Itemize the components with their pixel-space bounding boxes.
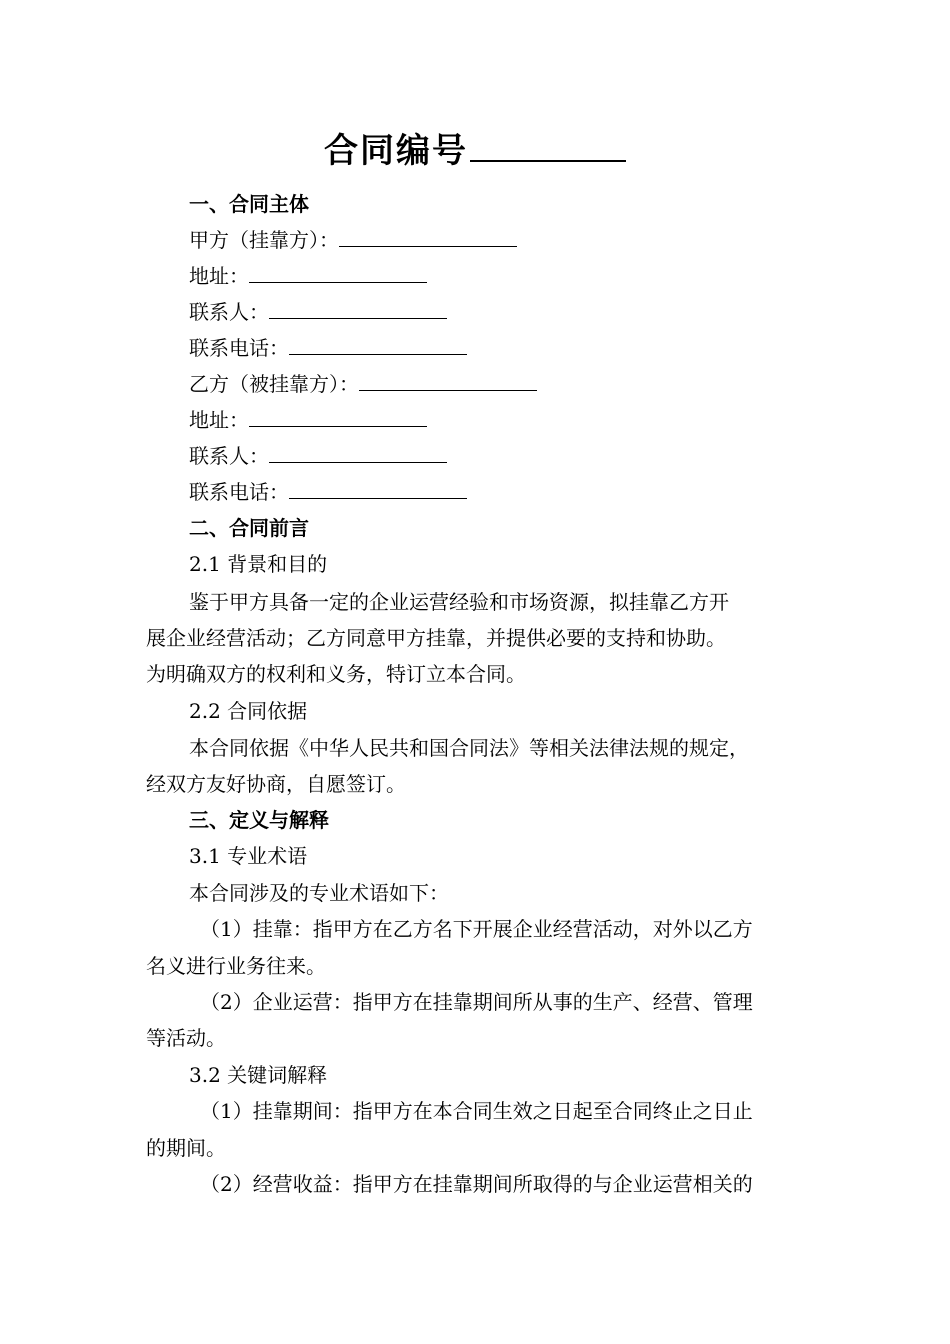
party-a-row: [189, 222, 830, 258]
party-a-label: 甲方（挂靠方）：: [189, 228, 339, 252]
phone-b-row: [189, 474, 830, 510]
phone-a-label: 联系电话：: [189, 336, 289, 360]
paragraph-line: 本合同涉及的专业术语如下：: [189, 881, 449, 905]
section-3-heading: 三、定义与解释: [189, 808, 329, 832]
list-item-line: （2）经营收益：指甲方在挂靠期间所取得的与企业运营相关的: [200, 1172, 753, 1196]
address-a-blank[interactable]: [249, 262, 427, 283]
contact-b-row: [189, 438, 830, 474]
address-a-row: [189, 258, 830, 294]
party-b-label: 乙方（被挂靠方）：: [189, 372, 359, 396]
address-b-row: [189, 402, 830, 438]
list-item-line: （2）企业运营：指甲方在挂靠期间所从事的生产、经营、管理: [200, 990, 753, 1014]
party-b-row: [189, 366, 830, 402]
address-b-label: 地址：: [189, 408, 249, 432]
subsection-2-2: 2.2 合同依据: [189, 699, 308, 723]
list-item-line: 等活动。: [146, 1026, 226, 1050]
contract-number-title: [0, 126, 950, 174]
phone-a-blank[interactable]: [289, 334, 467, 355]
subsection-2-1: 2.1 背景和目的: [189, 552, 328, 576]
address-a-label: 地址：: [189, 264, 249, 288]
subsection-3-1: 3.1 专业术语: [189, 844, 308, 868]
contact-a-blank[interactable]: [269, 298, 447, 319]
contact-b-label: 联系人：: [189, 444, 269, 468]
contact-a-row: [189, 294, 830, 330]
list-item-line: （1）挂靠期间：指甲方在本合同生效之日起至合同终止之日止: [200, 1099, 753, 1123]
paragraph-line: 为明确双方的权利和义务，特订立本合同。: [146, 662, 526, 686]
paragraph-line: 本合同依据《中华人民共和国合同法》等相关法律法规的规定，: [189, 736, 749, 760]
subsection-3-2: 3.2 关键词解释: [189, 1063, 328, 1087]
list-item-line: （1）挂靠：指甲方在乙方名下开展企业经营活动，对外以乙方: [200, 917, 753, 941]
contract-number-blank[interactable]: [470, 126, 626, 162]
phone-b-blank[interactable]: [289, 478, 467, 499]
list-item-line: 名义进行业务往来。: [146, 954, 326, 978]
party-a-blank[interactable]: [339, 226, 517, 247]
paragraph-line: 鉴于甲方具备一定的企业运营经验和市场资源，拟挂靠乙方开: [189, 590, 729, 614]
title-text: 合同编号: [324, 131, 468, 171]
section-1-heading: 一、合同主体: [189, 192, 309, 216]
party-b-blank[interactable]: [359, 370, 537, 391]
address-b-blank[interactable]: [249, 406, 427, 427]
list-item-line: 的期间。: [146, 1136, 226, 1160]
paragraph-line: 经双方友好协商，自愿签订。: [146, 772, 406, 796]
phone-a-row: [189, 330, 830, 366]
phone-b-label: 联系电话：: [189, 480, 289, 504]
contact-b-blank[interactable]: [269, 442, 447, 463]
section-2-heading: 二、合同前言: [189, 516, 309, 540]
contact-a-label: 联系人：: [189, 300, 269, 324]
paragraph-line: 展企业经营活动；乙方同意甲方挂靠，并提供必要的支持和协助。: [146, 626, 726, 650]
